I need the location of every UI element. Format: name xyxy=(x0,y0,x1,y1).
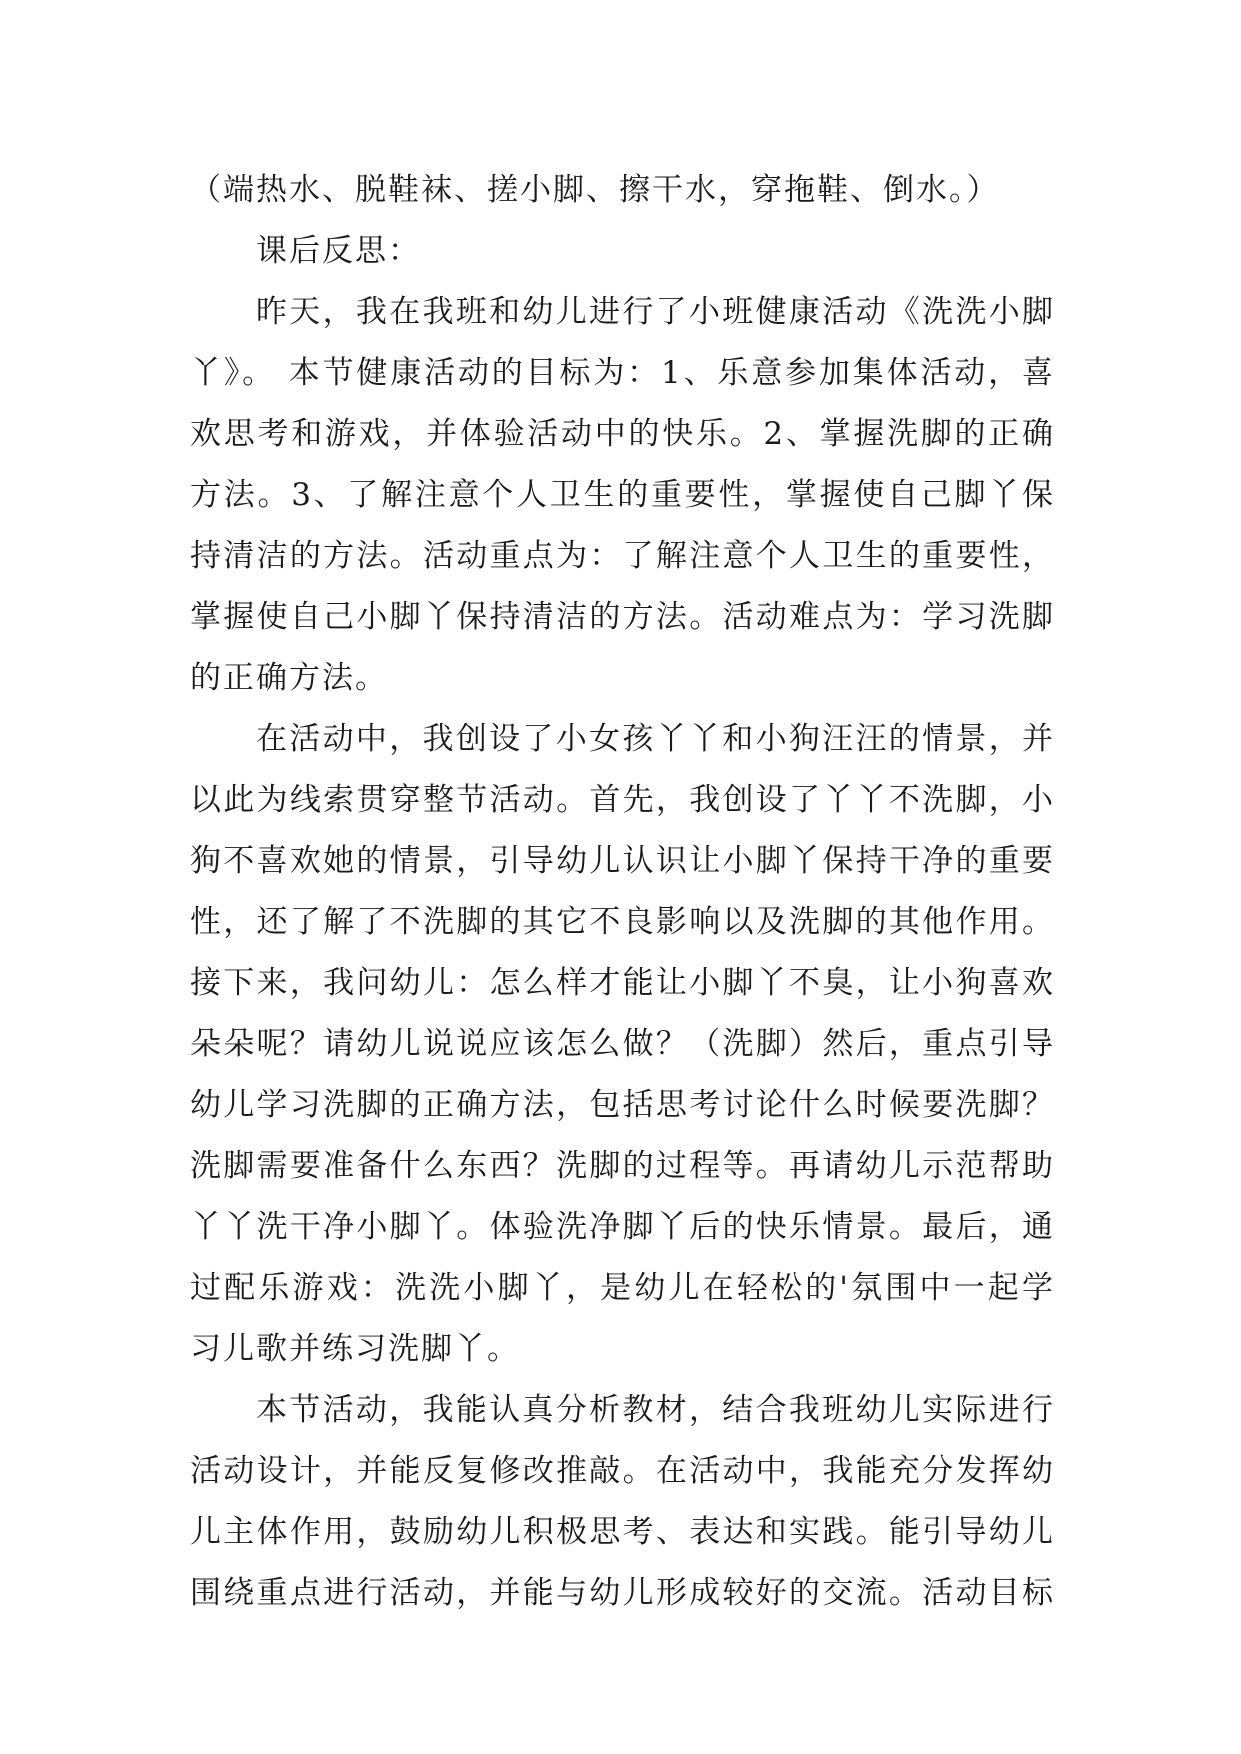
paragraph-3 xyxy=(190,1380,1055,1624)
text-line: 丫》。 本节健康活动的目标为：1、乐意参加集体活动，喜 xyxy=(190,355,1055,391)
text-line: 洗脚需要准备什么东西？洗脚的过程等。再请幼儿示范帮助 xyxy=(190,1148,1055,1184)
text-line: 幼儿学习洗脚的正确方法，包括思考讨论什么时候要洗脚？ xyxy=(190,1087,1055,1123)
text-line: 接下来，我问幼儿：怎么样才能让小脚丫不臭，让小狗喜欢 xyxy=(190,965,1055,1001)
text-line: 的正确方法。 xyxy=(190,660,388,696)
text-line: 习儿歌并练习洗脚丫。 xyxy=(190,1331,520,1367)
section-heading: 课后反思： xyxy=(256,233,421,269)
text-line: （端热水、脱鞋袜、搓小脚、擦干水，穿拖鞋、倒水。） xyxy=(190,172,1000,208)
text-line: 欢思考和游戏，并体验活动中的快乐。2、掌握洗脚的正确 xyxy=(190,416,1055,452)
text-line: 性，还了解了不洗脚的其它不良影响以及洗脚的其他作用。 xyxy=(190,904,1055,940)
document-body xyxy=(190,160,1055,1624)
text-line: 掌握使自己小脚丫保持清洁的方法。活动难点为：学习洗脚 xyxy=(190,599,1055,635)
text-line: 活动设计，并能反复修改推敲。在活动中，我能充分发挥幼 xyxy=(190,1453,1055,1489)
paragraph-2 xyxy=(190,709,1055,1380)
text-line: 以此为线索贯穿整节活动。首先，我创设了丫丫不洗脚，小 xyxy=(190,782,1055,818)
text-line: 朵朵呢？请幼儿说说应该怎么做？（洗脚）然后，重点引导 xyxy=(190,1026,1055,1062)
text-line: 昨天，我在我班和幼儿进行了小班健康活动《洗洗小脚 xyxy=(256,294,1055,330)
paragraph-reflection-heading xyxy=(190,221,1055,282)
text-line: 丫丫洗干净小脚丫。体验洗净脚丫后的快乐情景。最后，通 xyxy=(190,1209,1055,1245)
text-line: 本节活动，我能认真分析教材，结合我班幼儿实际进行 xyxy=(256,1392,1055,1428)
text-line: 方法。3、了解注意个人卫生的重要性，掌握使自己脚丫保 xyxy=(190,477,1055,513)
text-line: 围绕重点进行活动，并能与幼儿形成较好的交流。活动目标 xyxy=(190,1575,1055,1611)
text-line: 持清洁的方法。活动重点为：了解注意个人卫生的重要性， xyxy=(190,538,1055,574)
text-line: 在活动中，我创设了小女孩丫丫和小狗汪汪的情景，并 xyxy=(256,721,1055,757)
paragraph-steps xyxy=(190,160,1055,221)
text-line: 过配乐游戏：洗洗小脚丫，是幼儿在轻松的'氛围中一起学 xyxy=(190,1270,1055,1306)
text-line: 狗不喜欢她的情景，引导幼儿认识让小脚丫保持干净的重要 xyxy=(190,843,1055,879)
text-line: 儿主体作用，鼓励幼儿积极思考、表达和实践。能引导幼儿 xyxy=(190,1514,1055,1550)
paragraph-1 xyxy=(190,282,1055,709)
